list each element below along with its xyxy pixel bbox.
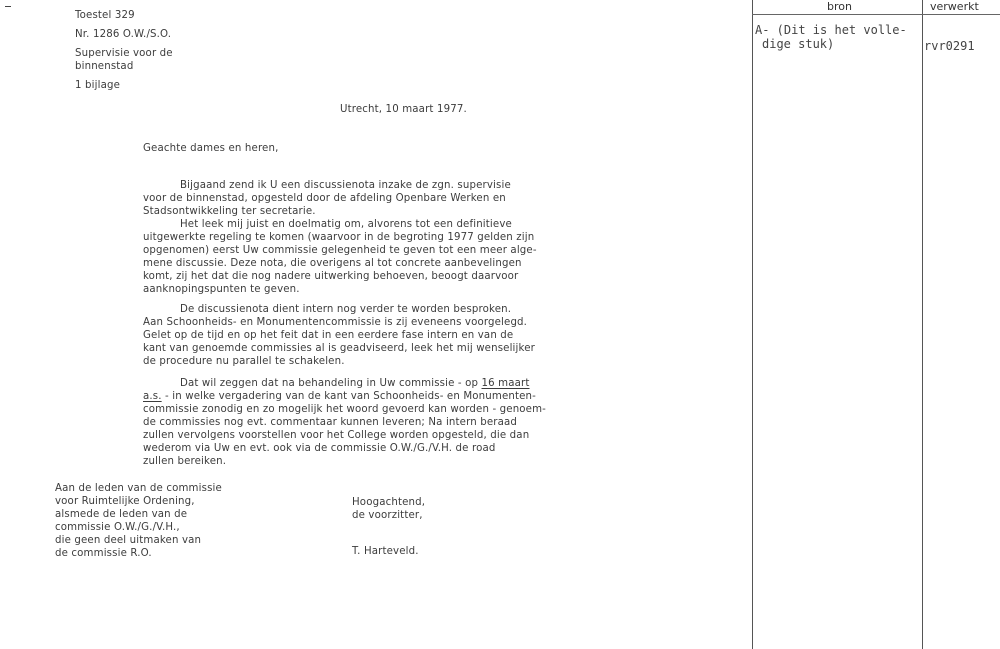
archive-code: rvr0291 <box>924 39 975 53</box>
paragraph-line <box>143 377 546 390</box>
paragraph-line: voor de binnenstad, opgesteld door de afdeling Openbare Werken en <box>143 193 506 204</box>
addressee-line: commissie O.W./G./V.H., <box>55 522 180 533</box>
subject-line-1: Supervisie voor de <box>75 48 173 59</box>
paragraph-line: de commissies nog evt. commentaar kunnen leveren; Na intern beraad <box>143 417 518 428</box>
paragraph-line: mene discussie. Deze nota, die overigens al tot concrete aanbevelingen <box>143 258 522 269</box>
paragraph-line: kant van genoemde commissies al is geadviseerd, leek het mij wenselijker <box>143 343 535 354</box>
paragraph-line: Het leek mij juist en doelmatig om, alvorens tot een definitieve <box>180 219 512 230</box>
paragraph-line: zullen vervolgens voorstellen voor het College worden opgesteld, die dan <box>143 430 530 441</box>
addressee-line: die geen deel uitmaken van <box>55 535 202 546</box>
column-header-bron: bron <box>827 0 852 13</box>
paragraph-text: Dat wil zeggen dat na behandeling in Uw commissie - op <box>180 378 482 389</box>
salutation: Geachte dames en heren, <box>143 143 279 154</box>
table-left-border <box>752 0 753 649</box>
signature: T. Harteveld. <box>352 546 419 557</box>
paragraph-line <box>143 390 546 403</box>
subject-line-2: binnenstad <box>75 61 134 72</box>
underlined-date: 16 maart <box>481 378 530 389</box>
addressee-block <box>55 482 222 560</box>
paragraph-line: commissie zonodig en zo mogelijk het woord gevoerd kan worden - genoem- <box>143 404 547 415</box>
addressee-line: de commissie R.O. <box>55 548 152 559</box>
addressee-line: voor Ruimtelijke Ordening, <box>55 496 195 507</box>
closing-greeting: Hoogachtend, <box>352 497 426 508</box>
closing-role: de voorzitter, <box>352 510 423 521</box>
paragraph-line: De discussienota dient intern nog verder te worden besproken. <box>180 304 512 315</box>
attachment-count: 1 bijlage <box>75 80 121 91</box>
addressee-line: alsmede de leden van de <box>55 509 188 520</box>
body-paragraph-3 <box>143 377 546 468</box>
table-column-divider <box>922 0 923 649</box>
addressee-line: Aan de leden van de commissie <box>55 483 222 494</box>
paragraph-line: Bijgaand zend ik U een discussienota inzake de zgn. supervisie <box>180 180 511 191</box>
body-paragraph-2 <box>143 303 535 368</box>
paragraph-line: Aan Schoonheids- en Monumentencommissie is zij eveneens voorgelegd. <box>143 317 528 328</box>
paragraph-line: Gelet op de tijd en op het feit dat in een eerdere fase intern en van de <box>143 330 514 341</box>
paragraph-line: de procedure nu parallel te schakelen. <box>143 356 345 367</box>
paragraph-line: komt, zij het dat die nog nadere uitwerking behoeven, beoogt daarvoor <box>143 271 519 282</box>
column-header-verwerkt: verwerkt <box>930 0 979 13</box>
table-header-rule <box>752 14 1000 15</box>
underlined-as: a.s. <box>143 391 162 402</box>
toestel-line: Toestel 329 <box>75 10 135 21</box>
paragraph-line: opgenomen) eerst Uw commissie gelegenheid te geven tot een meer alge- <box>143 245 537 256</box>
body-paragraph-1 <box>143 179 537 296</box>
source-note-line-1: A- (Dit is het volle- <box>755 23 907 37</box>
paragraph-line: zullen bereiken. <box>143 456 227 467</box>
paragraph-line: uitgewerkte regeling te komen (waarvoor in de begroting 1977 gelden zijn <box>143 232 535 243</box>
paragraph-line: aanknopingspunten te geven. <box>143 284 300 295</box>
paragraph-line: Stadsontwikkeling ter secretarie. <box>143 206 316 217</box>
letter-date: Utrecht, 10 maart 1977. <box>340 104 467 115</box>
paragraph-text: - in welke vergadering van de kant van Schoonheids- en Monumenten- <box>161 391 536 402</box>
source-note-line-2: dige stuk) <box>762 37 835 51</box>
paragraph-line: wederom via Uw en evt. ook via de commissie O.W./G./V.H. de road <box>143 443 496 454</box>
reference-number: Nr. 1286 O.W./S.O. <box>75 29 172 40</box>
corner-dash <box>5 6 11 7</box>
